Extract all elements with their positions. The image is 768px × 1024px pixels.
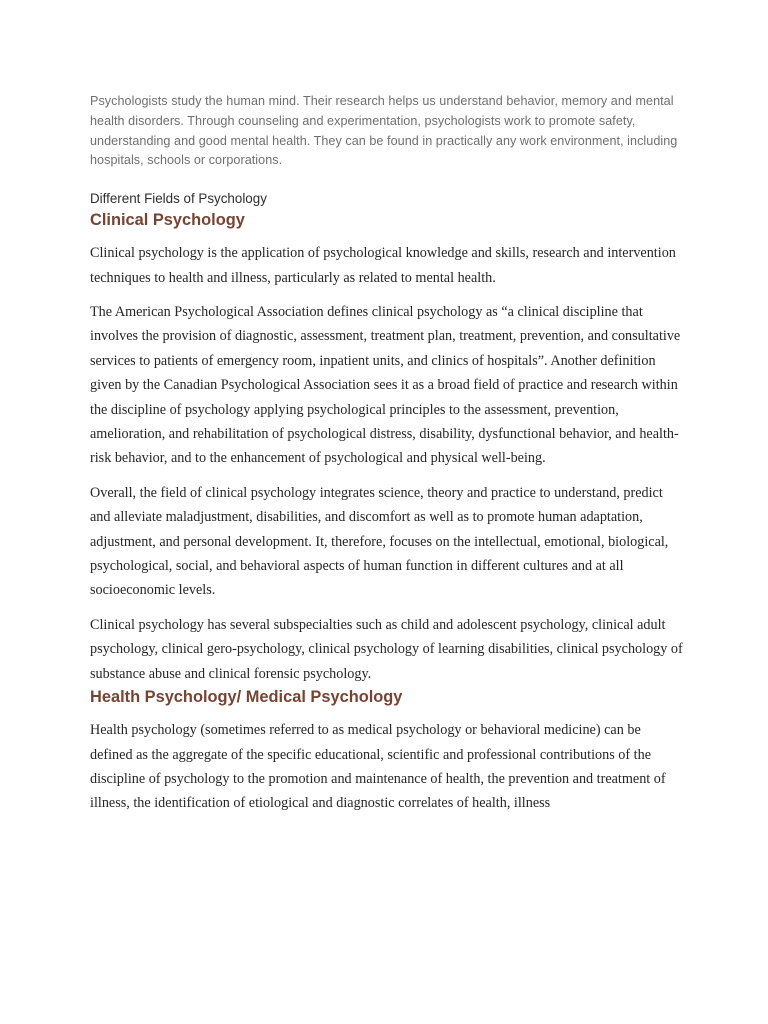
clinical-paragraph-2: The American Psychological Association defines clinical psychology as “a clinical discipline that involves the provision of diagnostic, assessment, treatment plan, treatment, prevention, and consultative services to patients of emergency room, inpatient units, and clinics of hospitals”. Another definition given by the Canadian Psychological Association sees it as a broad field of practice and research within the discipline of psychology applying psychological principles to the assessment, prevention, amelioration, and rehabilitation of psychological distress, disability, dysfunctional behavior, and health-risk behavior, and to the enhancement of psychological and physical well-being. xyxy=(90,304,681,467)
clinical-psychology-heading: Clinical Psychology xyxy=(90,211,245,230)
health-paragraph-1: Health psychology (sometimes referred to as medical psychology or behavioral medicine) can be defined as the aggregate of the specific educational, scientific and professional contributions of the discipline of psychology to the promotion and maintenance of health, the prevention and treatment of illness, the identification of etiological and diagnostic correlates of health, illness xyxy=(90,722,666,812)
clinical-paragraph-4: Clinical psychology has several subspecialties such as child and adolescent psychology, clinical adult psychology, clinical gero-psychology, clinical psychology of learning disabilities, clinical psychology of substance abuse and clinical forensic psychology. xyxy=(90,616,683,682)
health-psychology-heading: Health Psychology/ Medical Psychology xyxy=(90,688,403,707)
clinical-paragraph-1: Clinical psychology is the application of psychological knowledge and skills, research and intervention techniques to health and illness, particularly as related to mental health. xyxy=(90,245,676,286)
clinical-paragraph-3: Overall, the field of clinical psychology integrates science, theory and practice to understand, predict and alleviate maladjustment, disabilities, and discomfort as well as to promote human adaptation, adjustment, and personal development. It, therefore, focuses on the intellectual, emotional, biological, psychological, social, and behavioral aspects of human function in different cultures and at all socioeconomic levels. xyxy=(90,484,669,599)
fields-subtitle: Different Fields of Psychology xyxy=(90,191,267,207)
intro-paragraph: Psychologists study the human mind. Their research helps us understand behavior, memory and mental health disorders. Through counseling and experimentation, psychologists work to promote safety, understanding and good mental health. They can be found in practically any work environment, including hospitals, schools or corporations. xyxy=(90,94,678,168)
document-page xyxy=(90,92,684,816)
